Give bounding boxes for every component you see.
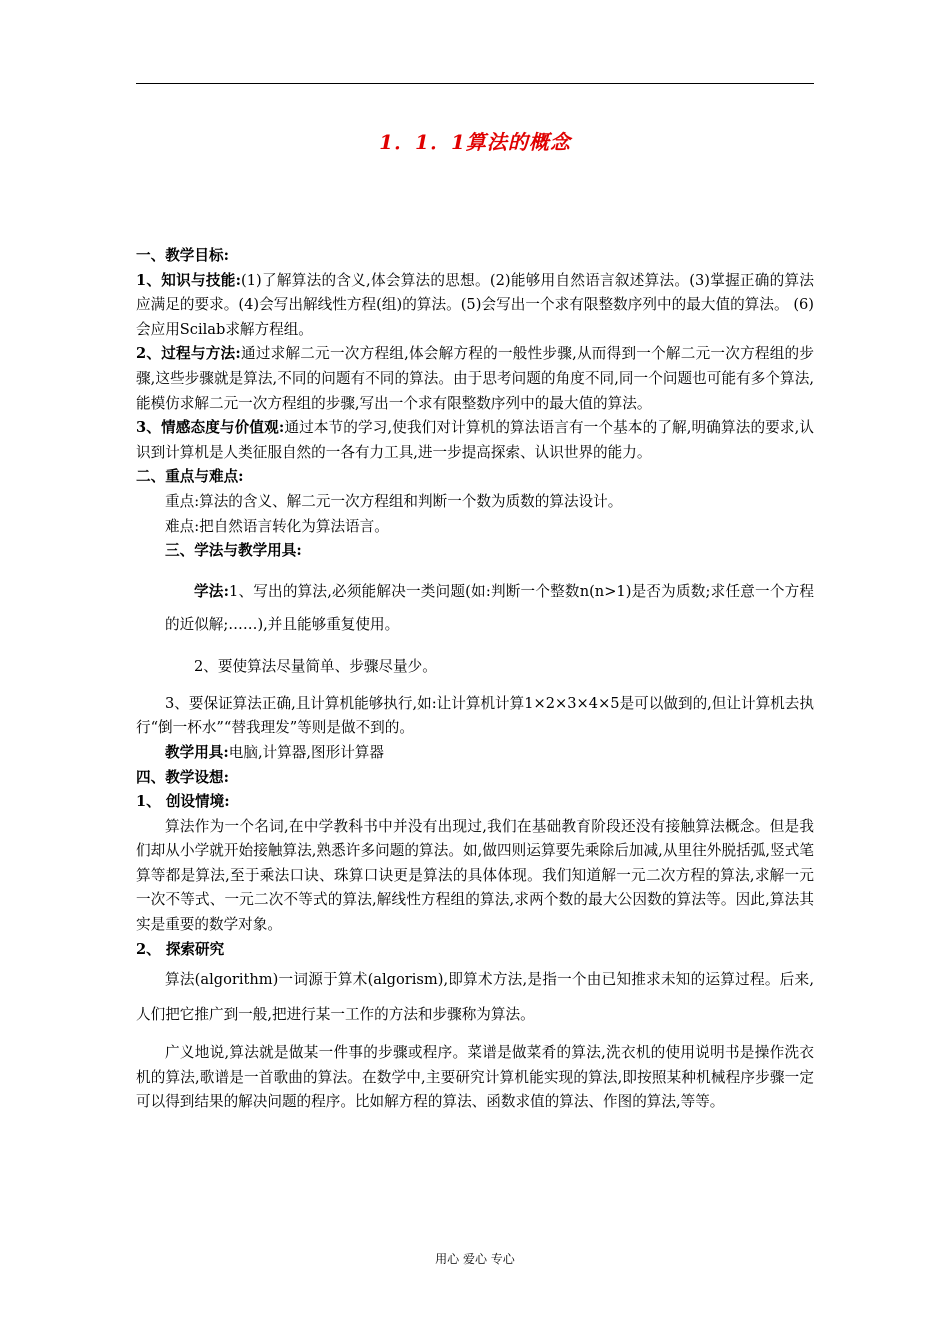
knowledge-skills-paragraph (136, 269, 814, 343)
process-methods-text: 通过求解二元一次方程组,体会解方程的一般性步骤,从而得到一个解二元一次方程组的步骤,这些步骤就是算法,不同的问题有不同的算法。由于思考问题的角度不同,同一个问题也可能有多个算法,能模仿求解二元一次方程组的步骤,写出一个求有限整数序列中的最大值的算法。 (136, 345, 814, 412)
method-label: 学法: (194, 582, 229, 600)
page-footer: 用心 爱心 专心 (435, 1252, 515, 1266)
knowledge-skills-label: 1、知识与技能: (136, 271, 242, 289)
scenario-paragraph: 算法作为一个名词,在中学教科书中并没有出现过,我们在基础教育阶段还没有接触算法概念。但是我们却从小学就开始接触算法,熟悉许多问题的算法。如,做四则运算要先乘除后加减,从里往外脱括弧,竖式笔算等都是算法,至于乘法口诀、珠算口诀更是算法的具体体现。我们知道解一元二次方程的算法,求解一元一次不等式、一元二次不等式的算法,解线性方程组的算法,求两个数的最大公因数的算法等。因此,算法其实是重要的数学对象。 (136, 817, 814, 934)
section-1-heading: 一、教学目标: (136, 247, 229, 264)
document-title: 1．1．1算法的概念 (379, 130, 571, 154)
focus-line: 重点:算法的含义、解二元一次方程组和判断一个数为质数的算法设计。 (165, 492, 623, 510)
algorithm-origin-paragraph: 算法(algorithm)一词源于算术(algorism),即算术方法,是指一个由已知推求未知的运算过程。后来,人们把它推广到一般,把进行某一工作的方法和步骤称为算法。 (136, 971, 814, 1024)
attitude-values-paragraph (136, 416, 814, 465)
teaching-tools-line (136, 741, 814, 766)
process-methods-paragraph (136, 342, 814, 416)
process-methods-label: 2、过程与方法: (136, 345, 241, 363)
difficulty-line: 难点:把自然语言转化为算法语言。 (165, 517, 389, 535)
subsection-1-heading: 1、 创设情境: (136, 793, 230, 811)
section-3-heading: 三、学法与教学用具: (165, 542, 302, 560)
algorithm-broad-paragraph: 广义地说,算法就是做某一件事的步骤或程序。菜谱是做菜肴的算法,洗衣机的使用说明书是操作洗衣机的算法,歌谱是一首歌曲的算法。在数学中,主要研究计算机能实现的算法,即按照某种机械程序步骤一定可以得到结果的解决问题的程序。比如解方程的算法、函数求值的算法、作图的算法,等等。 (136, 1044, 814, 1111)
header-rule (136, 83, 814, 84)
document-body (136, 244, 814, 1115)
section-4-heading: 四、教学设想: (136, 768, 229, 786)
attitude-values-label: 3、情感态度与价值观: (136, 419, 285, 437)
section-2-heading: 二、重点与难点: (136, 468, 244, 486)
attitude-values-text: 通过本节的学习,使我们对计算机的算法语言有一个基本的了解,明确算法的要求,认识到计算机是人类征服自然的一各有力工具,进一步提高探索、认识世界的能力。 (136, 419, 815, 461)
method-indent (165, 583, 194, 600)
method-2-line: 2、要使算法尽量简单、步骤尽量少。 (194, 657, 437, 675)
teaching-tools-text: 电脑,计算器,图形计算器 (228, 743, 384, 761)
method-3-paragraph: 3、要保证算法正确,且计算机能够执行,如:让计算机计算1×2×3×4×5是可以做到的,但让计算机去执行“倒一杯水”“替我理发”等则是做不到的。 (136, 694, 814, 737)
knowledge-skills-text: (1)了解算法的含义,体会算法的思想。(2)能够用自然语言叙述算法。(3)掌握正确的算法应满足的要求。(4)会写出解线性方程(组)的算法。(5)会写出一个求有限整数序列中的最大值的算法。 (6) 会应用Scilab求解方程组。 (136, 271, 814, 338)
teaching-tools-label: 教学用具: (165, 743, 229, 761)
method-1-text: 1、写出的算法,必须能解决一类问题(如:判断一个整数n(n>1)是否为质数;求任意一个方程的近似解;……),并且能够重复使用。 (165, 582, 815, 633)
method-1-paragraph (136, 575, 814, 641)
subsection-2-heading: 2、 探索研究 (136, 940, 225, 958)
